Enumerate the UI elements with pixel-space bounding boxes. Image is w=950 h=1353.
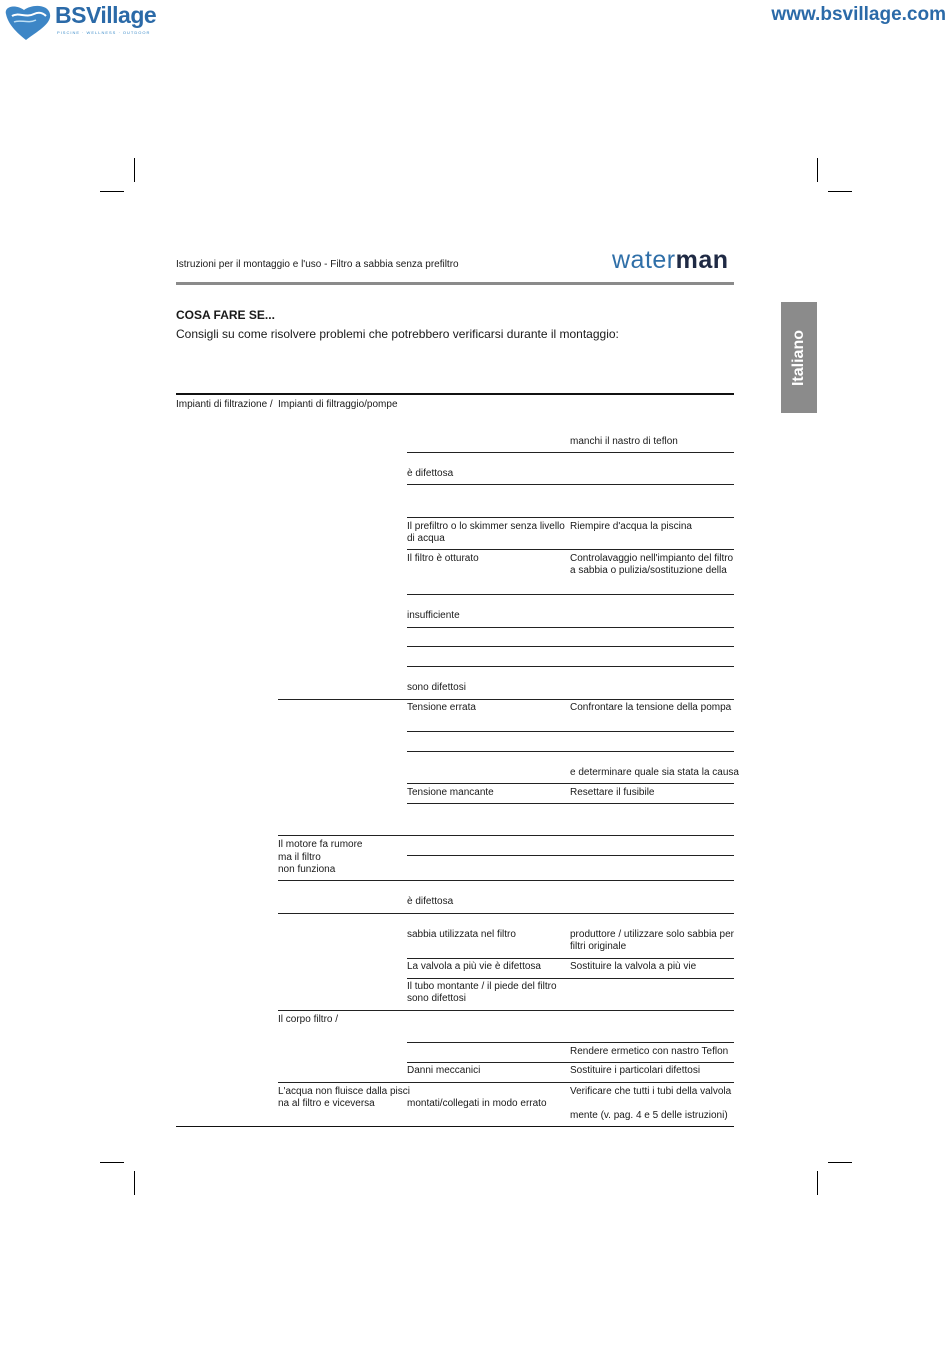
brand-tagline: PISCINE · WELLNESS · OUTDOOR <box>57 30 151 35</box>
cause-text: Il prefiltro o lo skimmer senza livello <box>407 521 565 532</box>
waterman-logo <box>612 246 729 275</box>
row-divider <box>407 978 734 979</box>
solution-text: a sabbia o pulizia/sostituzione della <box>570 565 727 576</box>
row-divider <box>407 627 734 628</box>
row-divider <box>407 594 734 595</box>
row-divider <box>407 666 734 667</box>
problem-text: L'acqua non fluisce dalla pisci <box>278 1086 410 1097</box>
solution-text: Rendere ermetico con nastro Teflon <box>570 1046 729 1057</box>
solution-text: mente (v. pag. 4 e 5 delle istruzioni) <box>570 1110 728 1121</box>
header-rule <box>176 282 734 285</box>
problem-text: non funziona <box>278 864 336 875</box>
column-header: Impianti di filtraggio/pompe <box>278 399 398 410</box>
solution-text: Controlavaggio nell'impianto del filtro <box>570 553 734 564</box>
problem-text: Il motore fa rumore <box>278 839 363 850</box>
cause-text: insufficiente <box>407 610 460 621</box>
row-divider <box>407 646 734 647</box>
cause-text: Danni meccanici <box>407 1065 481 1076</box>
solution-text: manchi il nastro di teflon <box>570 436 678 447</box>
solution-text: Sostituire i particolari difettosi <box>570 1065 701 1076</box>
brand-name: BSVillage <box>55 2 157 28</box>
solution-text: Confrontare la tensione della pompa <box>570 702 732 713</box>
crop-mark <box>134 158 135 182</box>
row-divider <box>407 731 734 732</box>
crop-mark <box>828 1162 852 1163</box>
row-divider <box>278 835 734 836</box>
crop-mark <box>134 1171 135 1195</box>
crop-mark <box>828 191 852 192</box>
cause-text: Il tubo montante / il piede del filtro <box>407 981 557 992</box>
crop-mark <box>100 191 124 192</box>
row-divider <box>407 855 734 856</box>
row-divider <box>278 1010 734 1011</box>
problem-text: ma il filtro <box>278 852 321 863</box>
cause-text: sono difettosi <box>407 682 466 693</box>
intro-text: Consigli su come risolvere problemi che potrebbero verificarsi durante il montaggio: <box>176 327 619 341</box>
logo-light-text: water <box>612 246 676 274</box>
cause-text: è difettosa <box>407 896 454 907</box>
logo-bold-text: man <box>675 246 729 274</box>
solution-text: produttore / utilizzare solo sabbia per <box>570 929 734 940</box>
row-divider <box>278 880 734 881</box>
solution-text: Sostituire la valvola a più vie <box>570 961 697 972</box>
solution-text: filtri originale <box>570 941 627 952</box>
crop-mark <box>817 158 818 182</box>
row-divider <box>407 1042 734 1043</box>
cause-text: di acqua <box>407 533 445 544</box>
solution-text: Resettare il fusibile <box>570 787 655 798</box>
table-bottom-rule <box>176 1126 734 1127</box>
row-divider <box>407 803 734 804</box>
row-divider <box>407 783 734 784</box>
row-divider <box>407 452 734 453</box>
table-top-rule <box>176 393 734 395</box>
solution-text: Riempire d'acqua la piscina <box>570 521 692 532</box>
cause-text: sono difettosi <box>407 993 466 1004</box>
column-header: Impianti di filtrazione / <box>176 399 273 410</box>
cause-text: Tensione mancante <box>407 787 494 798</box>
document-title: Istruzioni per il montaggio e l'uso - Filtro a sabbia senza prefiltro <box>176 259 459 270</box>
cause-text: Tensione errata <box>407 702 476 713</box>
solution-text: Verificare che tutti i tubi della valvola <box>570 1086 732 1097</box>
problem-text: na al filtro e viceversa <box>278 1098 375 1109</box>
row-divider <box>278 699 734 700</box>
cause-text: è difettosa <box>407 468 454 479</box>
row-divider <box>407 517 734 518</box>
row-divider <box>407 1062 734 1063</box>
cause-text: montati/collegati in modo errato <box>407 1098 547 1109</box>
problem-text: Il corpo filtro / <box>278 1014 339 1025</box>
row-divider <box>407 958 734 959</box>
section-heading: COSA FARE SE... <box>176 308 275 322</box>
crop-mark <box>817 1171 818 1195</box>
row-divider <box>278 1082 734 1083</box>
brand-url-link[interactable]: www.bsvillage.com <box>771 4 946 25</box>
cause-text: La valvola a più vie è difettosa <box>407 961 541 972</box>
row-divider <box>407 549 734 550</box>
crop-mark <box>100 1162 124 1163</box>
solution-text: e determinare quale sia stata la causa <box>570 767 739 778</box>
language-tab <box>781 302 817 413</box>
cause-text: Il filtro è otturato <box>407 553 479 564</box>
language-label: Italiano <box>790 329 807 386</box>
row-divider <box>278 913 734 914</box>
cause-text: sabbia utilizzata nel filtro <box>407 929 516 940</box>
row-divider <box>407 484 734 485</box>
row-divider <box>407 751 734 752</box>
